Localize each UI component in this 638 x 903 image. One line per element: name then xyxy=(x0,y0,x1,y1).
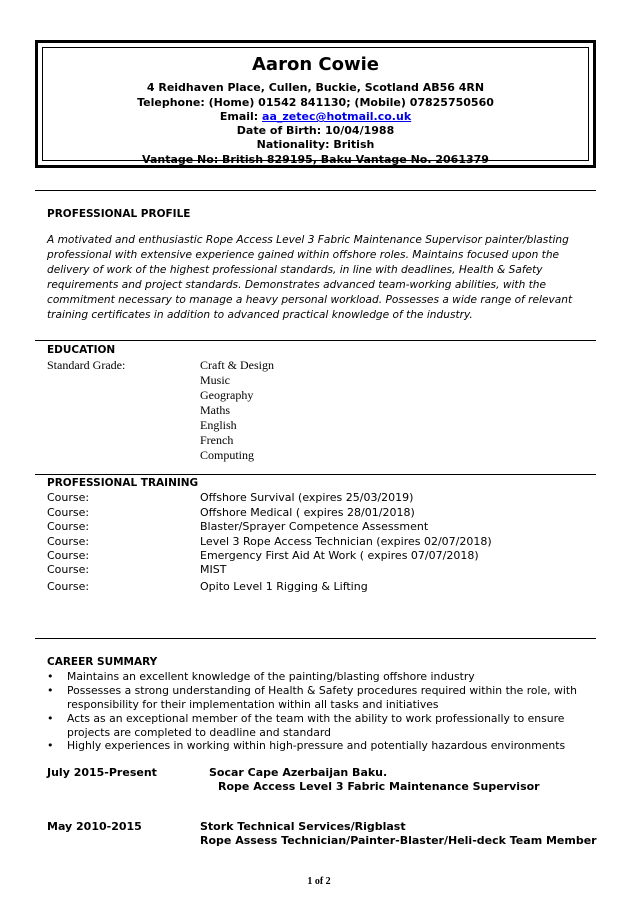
bullet-line: Acts as an exceptional member of the team with the ability to work professionally to ensure xyxy=(67,712,565,725)
email-link[interactable]: aa_zetec@hotmail.co.uk xyxy=(262,110,412,123)
bullet-dot-icon: • xyxy=(47,739,54,752)
contact-header-box xyxy=(35,40,596,168)
career-heading: CAREER SUMMARY xyxy=(47,656,158,668)
candidate-name: Aaron Cowie xyxy=(252,54,379,75)
email-label: Email: xyxy=(219,110,263,123)
section-divider xyxy=(35,474,596,475)
address: 4 Reidhaven Place, Cullen, Buckie, Scotland AB56 4RN xyxy=(146,81,485,94)
course-value: Blaster/Sprayer Competence Assessment xyxy=(200,520,429,533)
date-of-birth: Date of Birth: 10/04/1988 xyxy=(236,124,395,137)
bullet-dot-icon: • xyxy=(47,684,54,697)
course-label: Course: xyxy=(47,563,90,576)
course-label: Course: xyxy=(47,535,90,548)
course-value: Opito Level 1 Rigging & Lifting xyxy=(200,580,368,593)
job-company: Socar Cape Azerbaijan Baku. xyxy=(209,766,388,779)
job-dates: May 2010-2015 xyxy=(47,820,142,833)
subject-item: Geography xyxy=(200,388,254,402)
profile-heading: PROFESSIONAL PROFILE xyxy=(47,208,191,220)
subject-item: Computing xyxy=(200,448,255,462)
course-value: Offshore Medical ( expires 28/01/2018) xyxy=(200,506,415,519)
bullet-line: Maintains an excellent knowledge of the painting/blasting offshore industry xyxy=(67,670,475,683)
subject-item: Maths xyxy=(200,403,230,417)
section-divider xyxy=(35,638,596,639)
bullet-line: projects are completed to deadline and standard xyxy=(67,726,331,739)
email-line xyxy=(43,109,588,124)
profile-line: delivery of work of the highest professional standards, in line with deadlines, Health & Safety xyxy=(47,264,543,276)
job-dates: July 2015-Present xyxy=(47,766,157,779)
career-bullet xyxy=(67,739,592,753)
section-divider xyxy=(35,190,596,191)
job-company: Stork Technical Services/Rigblast xyxy=(200,820,406,833)
course-value: Level 3 Rope Access Technician (expires 02/07/2018) xyxy=(200,535,492,548)
subject-item: English xyxy=(200,418,237,432)
education-heading: EDUCATION xyxy=(47,344,116,356)
section-divider xyxy=(35,340,596,341)
profile-line: commitment necessary to manage a heavy personal workload. Possesses a wide range of relevant xyxy=(47,294,573,306)
bullet-line: Possesses a strong understanding of Health & Safety procedures required within the role, with xyxy=(67,684,577,697)
bullet-dot-icon: • xyxy=(47,712,54,725)
course-label: Course: xyxy=(47,549,90,562)
subject-item: Craft & Design xyxy=(200,358,274,372)
career-bullet xyxy=(67,670,592,684)
profile-line: professional with extensive experience gained within offshore roles. Maintains focused upon the xyxy=(47,249,560,261)
nationality: Nationality: British xyxy=(256,138,375,151)
course-label: Course: xyxy=(47,520,90,533)
job-title: Rope Access Level 3 Fabric Maintenance Supervisor xyxy=(218,780,540,793)
profile-line: training certificates in addition to advanced practical knowledge of the industry. xyxy=(47,309,473,321)
profile-line: A motivated and enthusiastic Rope Access Level 3 Fabric Maintenance Supervisor painter/blasting xyxy=(47,234,569,246)
education-label: Standard Grade: xyxy=(47,358,126,372)
profile-line: requirements and project standards. Demonstrates advanced team-working abilities, with the xyxy=(47,279,547,291)
course-value: MIST xyxy=(200,563,227,576)
subject-item: French xyxy=(200,433,234,447)
bullet-line: Highly experiences in working within high-pressure and potentially hazardous environments xyxy=(67,739,566,752)
bullet-line: responsibility for their implementation within all tasks and initiatives xyxy=(67,698,439,711)
course-label: Course: xyxy=(47,491,90,504)
vantage-numbers: Vantage No: British 829195, Baku Vantage No. 2061379 xyxy=(142,153,489,166)
telephone: Telephone: (Home) 01542 841130; (Mobile) 07825750560 xyxy=(137,96,494,109)
career-bullet xyxy=(67,712,592,740)
course-label: Course: xyxy=(47,506,90,519)
career-bullet xyxy=(67,684,592,712)
subject-item: Music xyxy=(200,373,230,387)
training-heading: PROFESSIONAL TRAINING xyxy=(47,477,199,489)
course-label: Course: xyxy=(47,580,90,593)
job-title: Rope Assess Technician/Painter-Blaster/Heli-deck Team Member xyxy=(200,834,597,847)
course-value: Emergency First Aid At Work ( expires 07/07/2018) xyxy=(200,549,479,562)
bullet-dot-icon: • xyxy=(47,670,54,683)
course-value: Offshore Survival (expires 25/03/2019) xyxy=(200,491,414,504)
page-number: 1 of 2 xyxy=(307,876,331,887)
contact-header-inner-border xyxy=(42,47,589,166)
profile-paragraph xyxy=(47,233,592,323)
